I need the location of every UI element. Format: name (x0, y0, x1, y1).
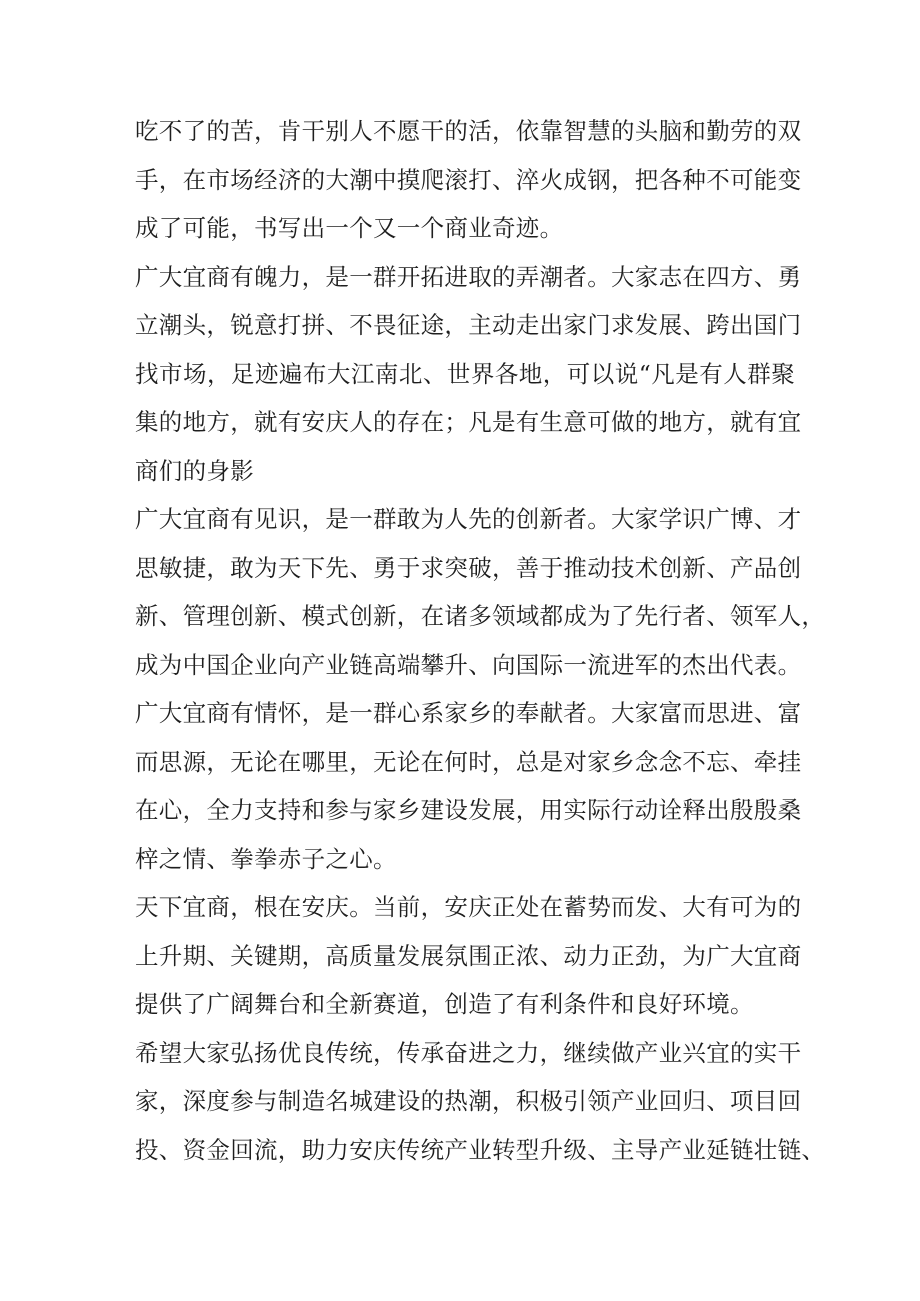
text-line: 家，深度参与制造名城建设的热潮，积极引领产业回归、项目回 (135, 1087, 802, 1115)
text-line: 广大宜商有魄力，是一群开拓进取的弄潮者。大家志在四方、勇 (135, 262, 802, 291)
text-line: 商们的身影 (135, 456, 254, 485)
text-line: 在心，全力支持和参与家乡建设发展，用实际行动诠释出殷殷桑 (135, 796, 802, 824)
paragraph-2 (135, 253, 802, 496)
text-line: 广大宜商有情怀，是一群心系家乡的奉献者。大家富而思进、富 (135, 699, 802, 727)
text-line: 天下宜商，根在安庆。当前，安庆正处在蓄势而发、大有可为的 (135, 893, 802, 921)
text-line: 上升期、关键期，高质量发展氛围正浓、动力正劲，为广大宜商 (135, 941, 802, 970)
text-line: 广大宜商有见识，是一群敢为人先的创新者。大家学识广博、才 (135, 505, 802, 533)
paragraph-1 (135, 107, 802, 253)
text-line: 思敏捷，敢为天下先、勇于求突破，善于推动技术创新、产品创 (135, 553, 802, 582)
text-line: 梓之情、拳拳赤子之心。 (135, 844, 397, 873)
text-line: 希望大家弘扬优良传统，传承奋进之力，继续做产业兴宜的实干 (135, 1038, 802, 1067)
text-line: 成为中国企业向产业链高端攀升、向国际一流进军的杰出代表。 (135, 650, 802, 679)
paragraph-3 (135, 495, 826, 689)
text-line: 找市场，足迹遍布大江南北、世界各地，可以说“凡是有人群聚 (135, 359, 795, 388)
text-line: 集的地方，就有安庆人的存在；凡是有生意可做的地方，就有宜 (135, 408, 802, 436)
paragraph-4 (135, 689, 802, 883)
text-line: 而思源，无论在哪里，无论在何时，总是对家乡念念不忘、牵挂 (135, 747, 802, 776)
paragraph-5 (135, 883, 802, 1029)
text-line: 立潮头，锐意打拼、不畏征途，主动走出家门求发展、跨出国门 (135, 311, 802, 339)
text-line: 吃不了的苦，肯干别人不愿干的活，依靠智慧的头脑和勤劳的双 (135, 117, 802, 145)
text-line: 新、管理创新、模式创新，在诸多领域都成为了先行者、领军人， (135, 602, 826, 630)
paragraph-6 (135, 1029, 826, 1175)
text-line: 投、资金回流，助力安庆传统产业转型升级、主导产业延链壮链、 (135, 1135, 826, 1164)
text-line: 提供了广阔舞台和全新赛道，创造了有利条件和良好环境。 (135, 990, 754, 1018)
text-line: 手，在市场经济的大潮中摸爬滚打、淬火成钢，把各种不可能变 (135, 165, 802, 194)
document-body (135, 107, 826, 1174)
text-line: 成了可能，书写出一个又一个商业奇迹。 (135, 214, 564, 242)
